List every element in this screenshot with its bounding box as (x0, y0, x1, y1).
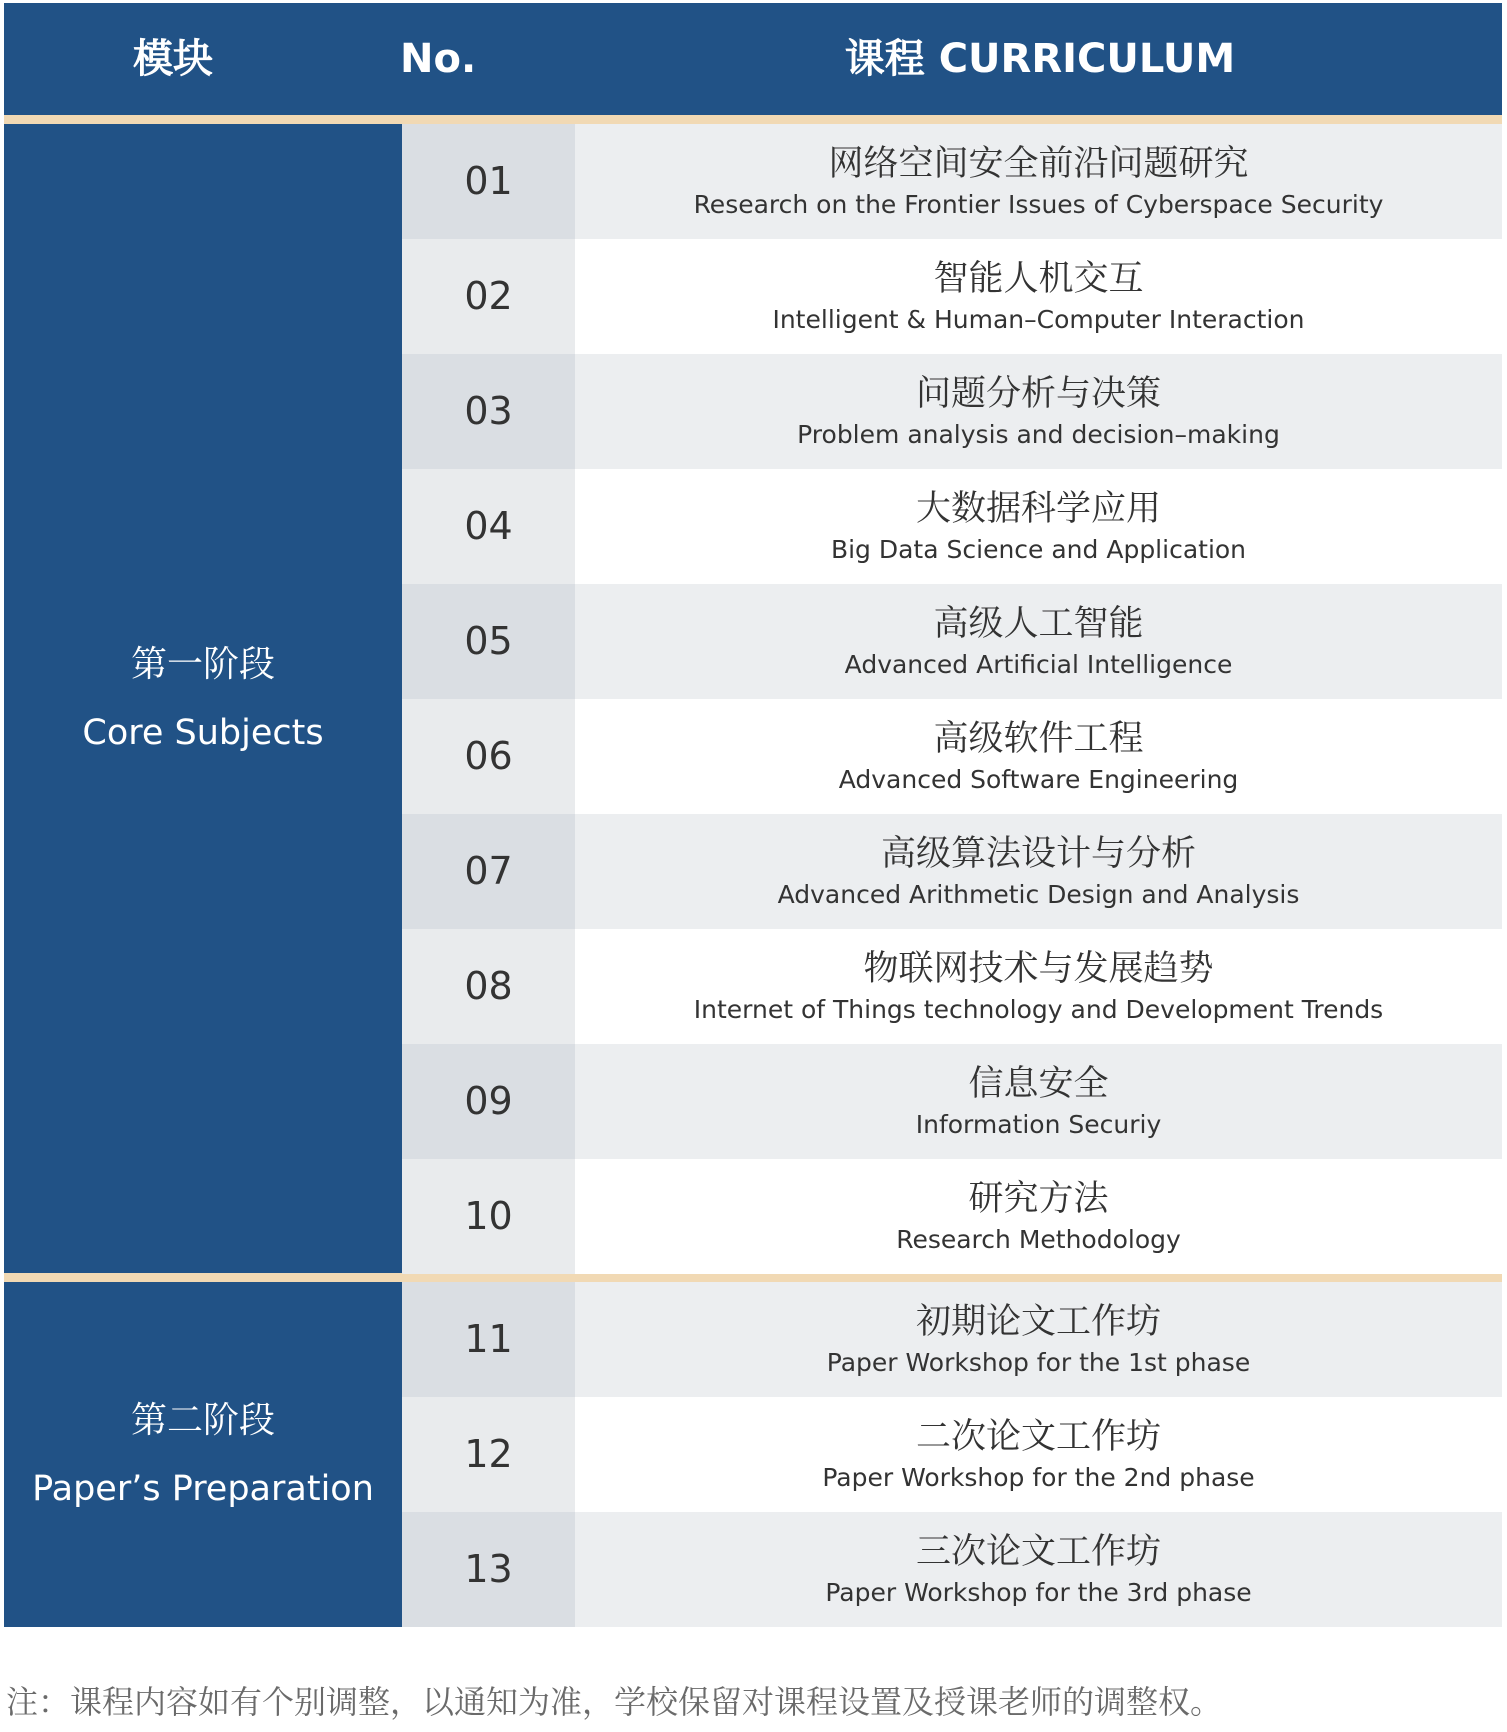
course-cell (575, 124, 1502, 239)
course-zh-name: 高级人工智能 (933, 603, 1144, 644)
table-row (402, 354, 1502, 469)
course-zh-name: 二次论文工作坊 (915, 1416, 1161, 1457)
course-cell (575, 814, 1502, 929)
course-number: 13 (402, 1512, 575, 1627)
course-zh-name: 初期论文工作坊 (915, 1301, 1161, 1342)
table-row (402, 1397, 1502, 1512)
course-zh-name: 信息安全 (968, 1063, 1109, 1104)
course-en-name: Research on the Frontier Issues of Cyberspace Security (693, 189, 1384, 219)
course-zh-name: 网络空间安全前沿问题研究 (828, 143, 1249, 184)
table-row (402, 124, 1502, 239)
table-row (402, 1159, 1502, 1274)
module-zh-title: 第一阶段 (130, 643, 275, 685)
table-row (402, 1044, 1502, 1159)
course-zh-name: 物联网技术与发展趋势 (863, 948, 1214, 989)
course-zh-name: 问题分析与决策 (915, 373, 1161, 414)
table-row (402, 239, 1502, 354)
course-zh-name: 三次论文工作坊 (915, 1531, 1161, 1572)
course-cell (575, 239, 1502, 354)
table-row (402, 929, 1502, 1044)
course-number: 01 (402, 124, 575, 239)
header-module: 模块 (133, 36, 213, 82)
course-en-name: Information Securiy (915, 1109, 1162, 1139)
course-zh-name: 高级软件工程 (933, 718, 1144, 759)
course-number: 06 (402, 699, 575, 814)
course-cell (575, 929, 1502, 1044)
course-en-name: Internet of Things technology and Development Trends (693, 994, 1384, 1024)
course-en-name: Big Data Science and Application (830, 534, 1247, 564)
course-number: 10 (402, 1159, 575, 1274)
course-cell (575, 1282, 1502, 1397)
course-number: 07 (402, 814, 575, 929)
course-cell (575, 699, 1502, 814)
course-en-name: Paper Workshop for the 3rd phase (825, 1577, 1252, 1607)
header-curriculum: 课程 CURRICULUM (844, 36, 1236, 82)
table-row (402, 1282, 1502, 1397)
course-en-name: Advanced Arithmetic Design and Analysis (777, 879, 1300, 909)
course-cell (575, 469, 1502, 584)
course-number: 05 (402, 584, 575, 699)
footnote: 注：课程内容如有个别调整，以通知为准，学校保留对课程设置及授课老师的调整权。 (6, 1683, 1223, 1721)
course-number: 08 (402, 929, 575, 1044)
course-number: 04 (402, 469, 575, 584)
course-en-name: Advanced Artificial Intelligence (844, 649, 1233, 679)
table-row (402, 469, 1502, 584)
course-number: 12 (402, 1397, 575, 1512)
course-number: 09 (402, 1044, 575, 1159)
course-number: 03 (402, 354, 575, 469)
course-cell (575, 1159, 1502, 1274)
table-row (402, 814, 1502, 929)
module-stage-one (4, 124, 402, 1273)
module-stage-two (4, 1282, 402, 1627)
header-number: No. (400, 36, 477, 82)
course-cell (575, 1512, 1502, 1627)
course-number: 02 (402, 239, 575, 354)
course-en-name: Advanced Software Engineering (838, 764, 1239, 794)
course-cell (575, 354, 1502, 469)
course-cell (575, 1044, 1502, 1159)
module-en-title: Paper’s Preparation (32, 1468, 374, 1509)
module-zh-title: 第二阶段 (130, 1399, 275, 1441)
module-en-title: Core Subjects (82, 712, 324, 753)
course-en-name: Research Methodology (896, 1224, 1181, 1254)
course-cell (575, 584, 1502, 699)
course-en-name: Problem analysis and decision–making (797, 419, 1280, 449)
course-zh-name: 智能人机交互 (933, 258, 1144, 299)
course-zh-name: 高级算法设计与分析 (880, 833, 1196, 874)
course-rows (402, 0, 1502, 1732)
course-en-name: Intelligent & Human–Computer Interaction (772, 304, 1305, 334)
table-row (402, 584, 1502, 699)
course-number: 11 (402, 1282, 575, 1397)
course-en-name: Paper Workshop for the 1st phase (826, 1347, 1251, 1377)
table-row (402, 1512, 1502, 1627)
table-row (402, 699, 1502, 814)
course-zh-name: 大数据科学应用 (915, 488, 1161, 529)
course-en-name: Paper Workshop for the 2nd phase (822, 1462, 1255, 1492)
course-cell (575, 1397, 1502, 1512)
course-zh-name: 研究方法 (968, 1178, 1109, 1219)
